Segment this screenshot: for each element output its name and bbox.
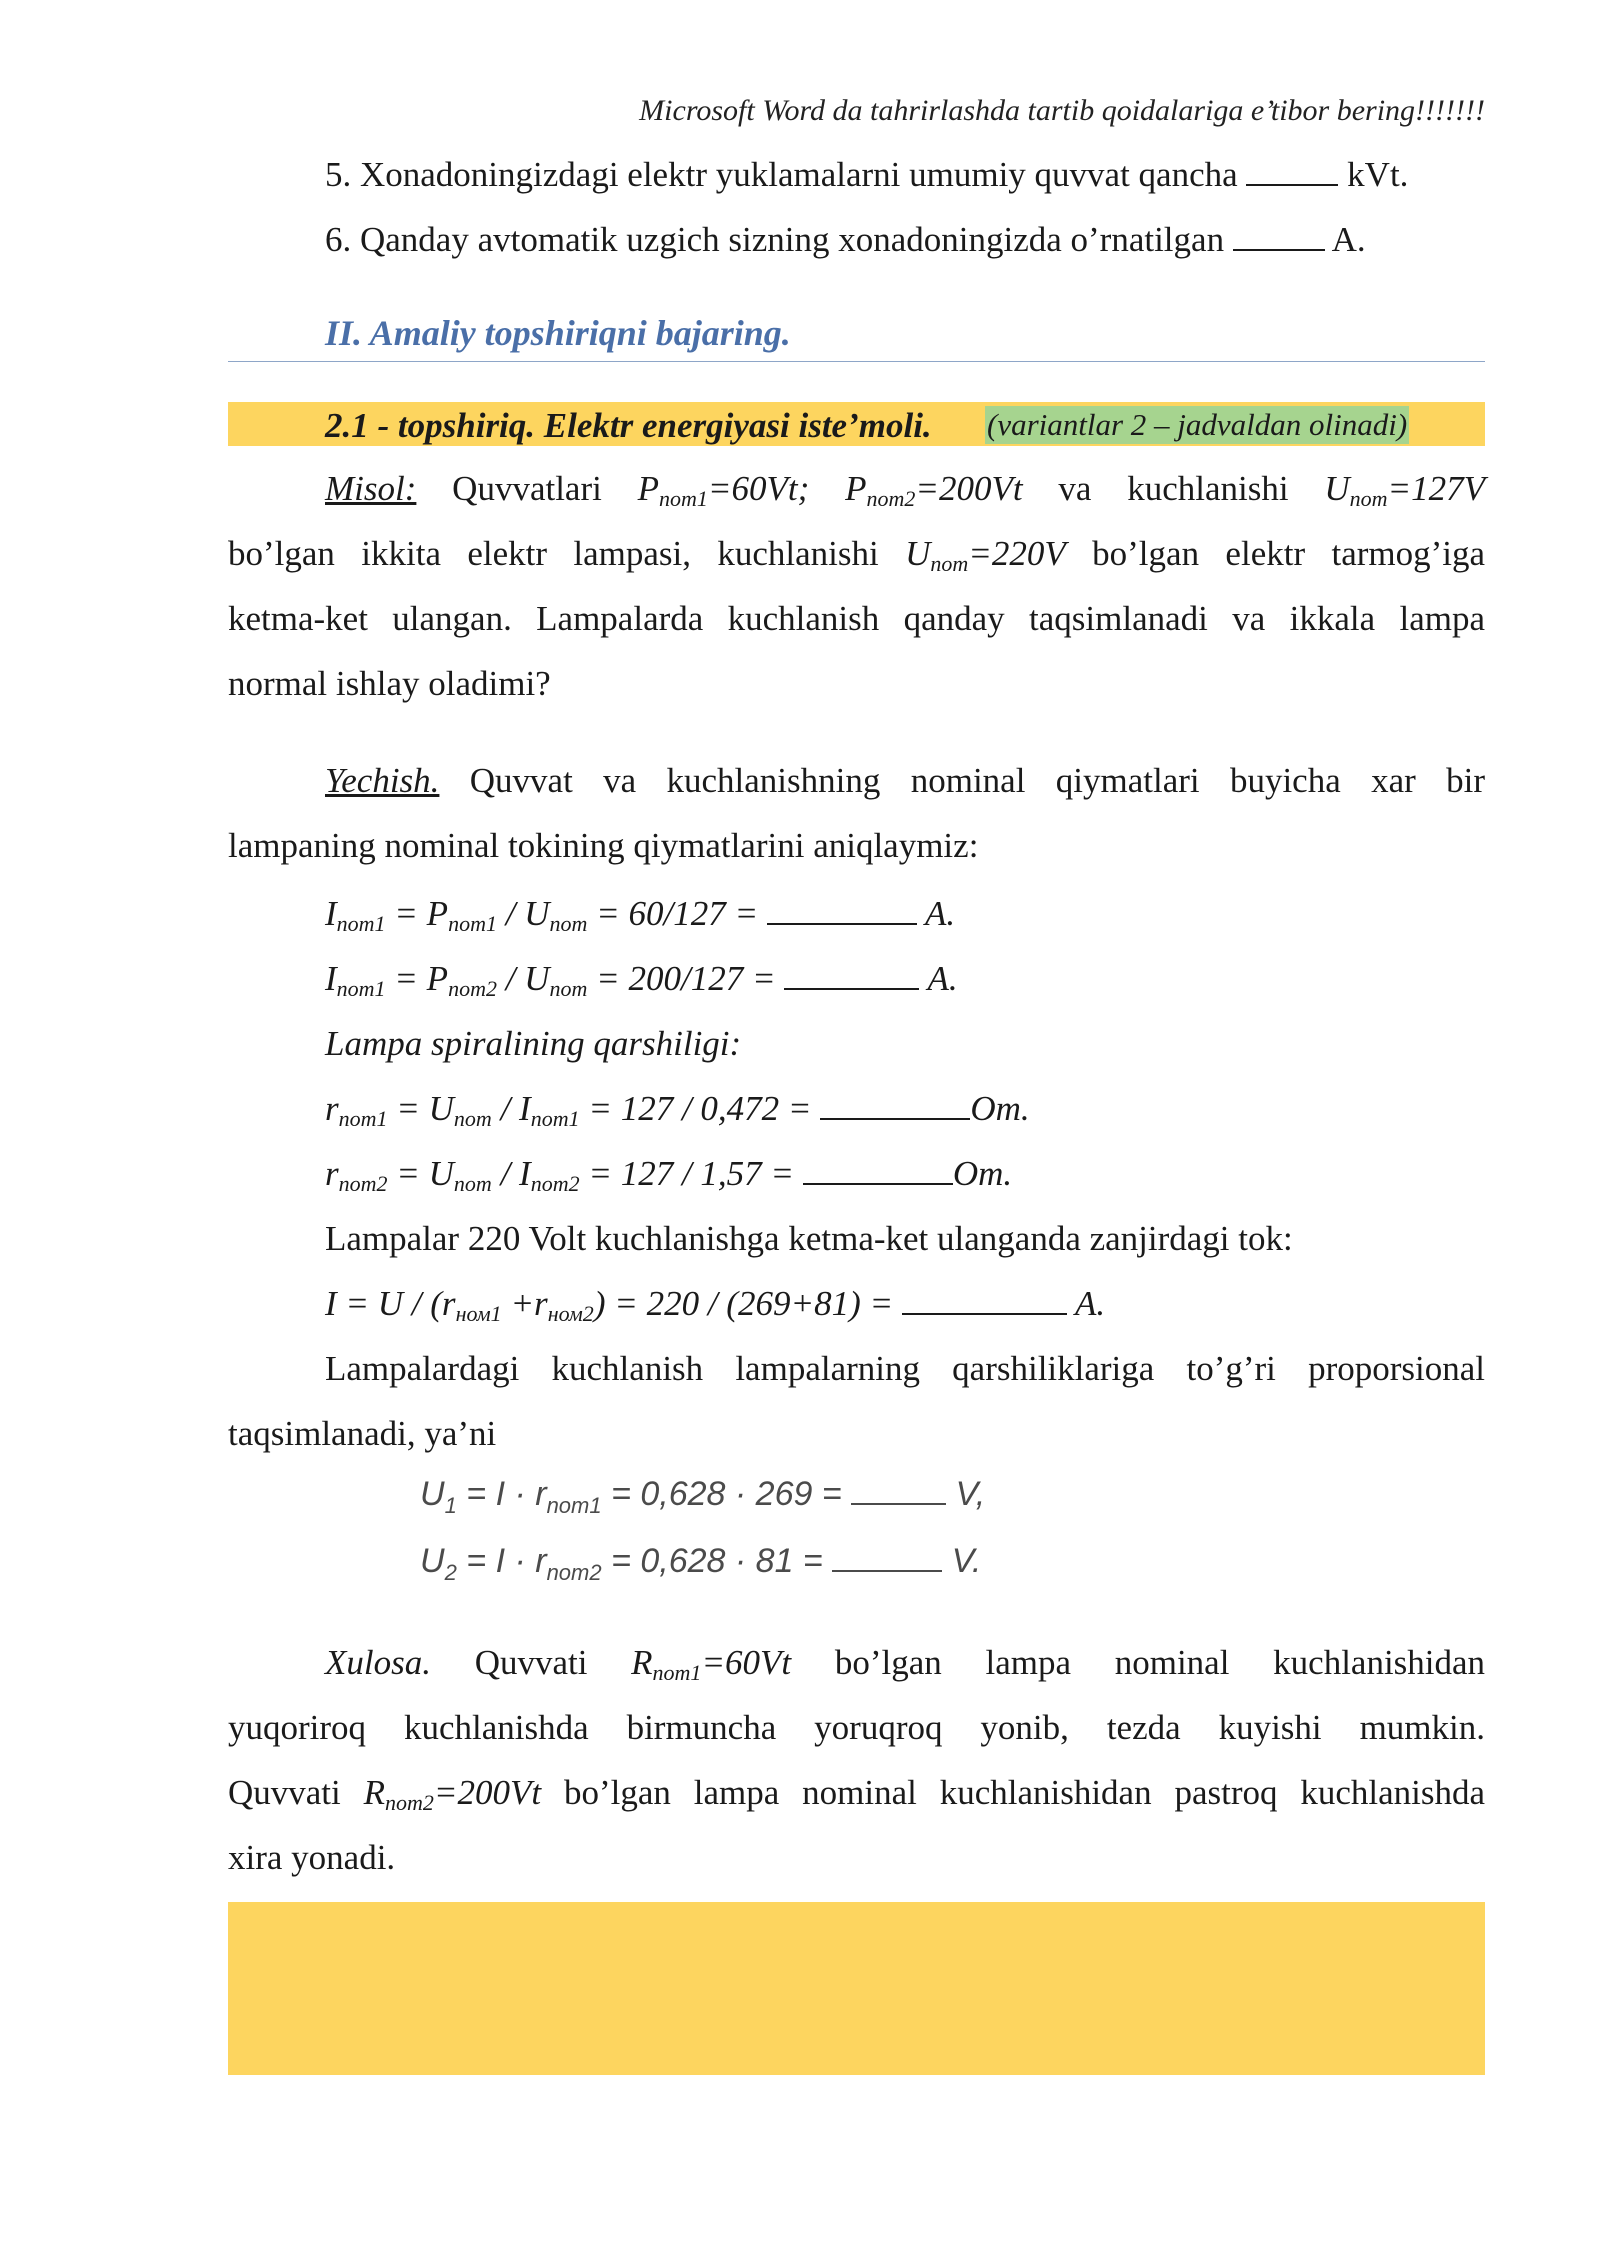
formula-r-nom1: $r_{nom1} = U_{nom} / I_{nom1} = 127 / 0,472 = Om$. [325, 1089, 1030, 1131]
example-line-2 [228, 521, 1485, 586]
question-6 [325, 222, 1366, 257]
resistance-heading: Lampa spiralining qarshiligi: [325, 1024, 742, 1063]
example-paragraph [228, 456, 1485, 716]
answer-blank[interactable] [820, 1117, 970, 1120]
solution-line-2: lampaning nominal tokining qiymatlarini aniqlaymiz: [228, 826, 979, 865]
highlight-block [228, 1902, 1485, 2075]
conclusion-line-1: Xulosa. Quvvati $R_{nom1}=60Vt$ bo’lgan lampa nominal kuchlanishidan [325, 1643, 1486, 1685]
answer-blank[interactable] [803, 1182, 953, 1185]
conclusion-line-3: Quvvati $R_{nom2}=200Vt$ bo’lgan lampa nominal kuchlanishidan pastroq kuchlanishda [228, 1773, 1486, 1815]
formula-r-nom2: $r_{nom2} = U_{nom} / I_{nom2} = 127 / 1,57 = Om$. [325, 1154, 1013, 1196]
answer-blank[interactable] [767, 922, 917, 925]
example-text: Quvvatlari [452, 469, 602, 508]
distribution-line-2: taqsimlanadi, ya’ni [228, 1414, 497, 1453]
conclusion-label: Xulosa. [325, 1643, 431, 1682]
question-5-unit: kVt. [1347, 155, 1409, 194]
section-divider [228, 361, 1485, 362]
example-line-4: normal ishlay oladimi? [228, 664, 551, 703]
question-5 [325, 157, 1408, 192]
answer-blank[interactable] [832, 1569, 942, 1572]
distribution-line-1: Lampalardagi kuchlanish lampalarning qarshiliklariga to’g’ri proporsional [325, 1349, 1485, 1388]
solution-line-1 [228, 748, 1485, 813]
conclusion-paragraph [228, 1630, 1485, 1890]
answer-blank[interactable] [1246, 183, 1338, 186]
formula-current: $I = U / (r_{ном1} +r_{ном2}) = 220 / (269+81) = A$. [325, 1284, 1106, 1326]
r1-symbol: $R_{nom1}=60Vt$ [631, 1643, 792, 1685]
formula-u2: $U_2 = I \cdot r_{nom2} = 0,628 \cdot 81 = V$. [420, 1542, 982, 1585]
p2-symbol: $P_{nom2}=200Vt$ [845, 469, 1023, 511]
series-text: Lampalar 220 Volt kuchlanishga ketma-ket ulanganda zanjirdagi tok: [325, 1219, 1293, 1258]
solution-paragraph [228, 748, 1485, 878]
formula-i-nom1: $I_{nom1} = P_{nom1} / U_{nom} = 60/127 = A$. [325, 894, 956, 936]
example-line-1 [228, 456, 1485, 521]
answer-blank[interactable] [851, 1502, 946, 1505]
conclusion-line-2: yuqoriroq kuchlanishda birmuncha yoruqroq yonib, tezda kuyishi mumkin. [228, 1708, 1485, 1747]
example-text: kuchlanishi [1127, 469, 1289, 508]
example-label: Misol: [325, 469, 417, 508]
u2-symbol: $U_{nom}=220V$ [905, 534, 1066, 576]
formula-u1: $U_1 = I \cdot r_{nom1} = 0,628 \cdot 269 = V$, [420, 1475, 986, 1518]
example-line-3: ketma-ket ulangan. Lampalarda kuchlanish qanday taqsimlanadi va ikkala lampa [228, 599, 1485, 638]
distribution-paragraph [228, 1336, 1485, 1466]
example-text: bo’lgan ikkita elektr lampasi, kuchlanishi [228, 534, 879, 573]
r2-symbol: $R_{nom2}=200Vt$ [363, 1773, 542, 1815]
u-symbol: $U_{nom}=127V$ [1324, 469, 1486, 511]
header-note: Microsoft Word da tahrirlashda tartib qoidalariga e’tibor bering!!!!!!! [639, 94, 1485, 127]
answer-blank[interactable] [902, 1312, 1067, 1315]
p1-symbol: $P_{nom1}=60Vt$; [637, 469, 810, 511]
question-5-text: 5. Xonadoningizdagi elektr yuklamalarni umumiy quvvat qancha [325, 155, 1238, 194]
solution-text: Quvvat va kuchlanishning nominal qiymatlari buyicha xar bir [469, 761, 1485, 800]
answer-blank[interactable] [784, 987, 919, 990]
section-title: II. Amaliy topshiriqni bajaring. [325, 313, 791, 353]
example-text: bo’lgan elektr tarmog’iga [1092, 534, 1486, 573]
solution-label: Yechish. [325, 761, 440, 800]
example-text: va [1058, 469, 1092, 508]
formula-i-nom2: $I_{nom1} = P_{nom2} / U_{nom} = 200/127 = A$. [325, 959, 958, 1001]
answer-blank[interactable] [1233, 248, 1325, 251]
task-note: (variantlar 2 – jadvaldan olinadi) [987, 407, 1408, 442]
question-6-unit: A. [1331, 220, 1366, 259]
conclusion-line-4: xira yonadi. [228, 1838, 396, 1877]
question-6-text: 6. Qanday avtomatik uzgich sizning xonadoningizda o’rnatilgan [325, 220, 1225, 259]
task-title: 2.1 - topshiriq. Elektr energiyasi iste’moli. [325, 406, 932, 445]
